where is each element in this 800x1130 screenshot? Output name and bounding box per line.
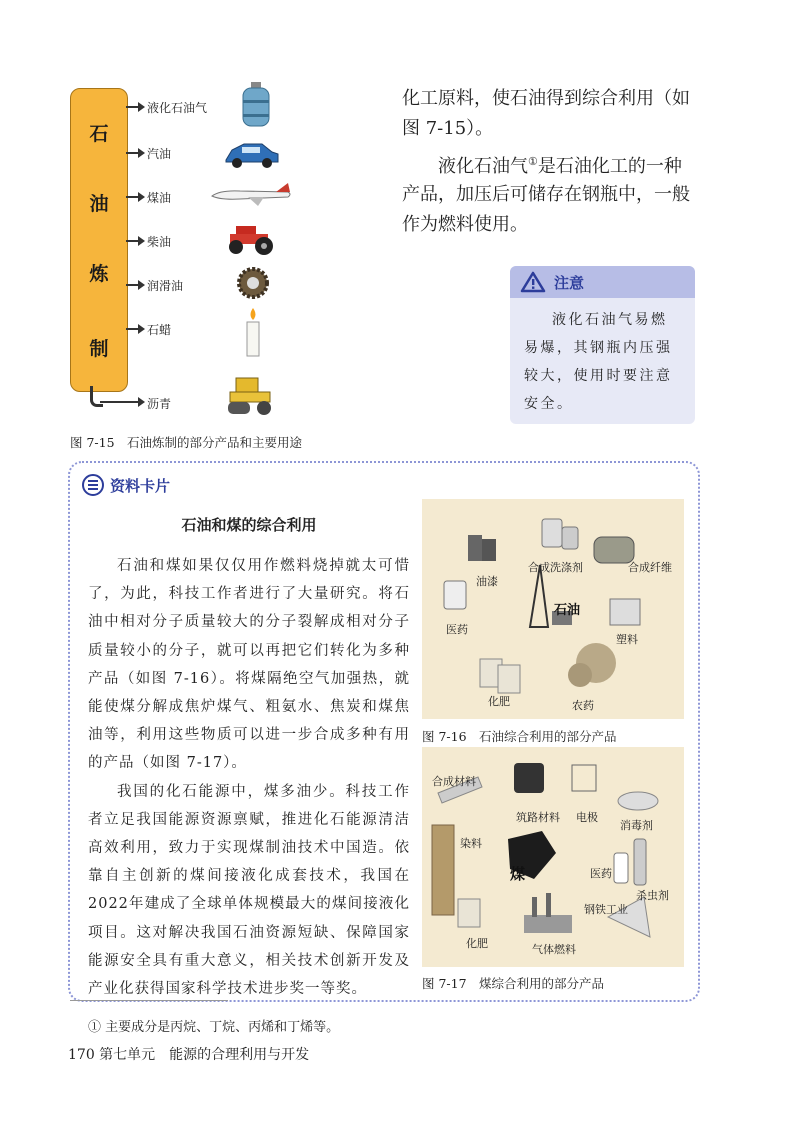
figure-caption: 图 7-17 煤综合利用的部分产品 <box>422 976 605 991</box>
petroleum-products-figure <box>422 499 684 719</box>
term: 液化石油气 <box>438 156 528 177</box>
product-label: 筑路材料 <box>516 811 560 824</box>
candle-icon <box>242 306 264 358</box>
paragraph: 石油和煤如果仅仅用作燃料烧掉就太可惜了，为此，科技工作者进行了大量研究。将石油中相对分子质量较大的分子裂解成相对分子质量较小的分子，就可以再把它们转化为多种产品（如图 7-16）。将煤隔绝空气加强热，就能使煤分解成焦炉煤气、粗氨水、焦炭和煤焦油等，利用这些物质可以进一步合成多种有用的产品（如图 7-17）。 <box>88 558 410 772</box>
product-label: 石蜡 <box>147 323 172 337</box>
body-text: 是石油化工的一种 <box>537 156 682 177</box>
arrow-icon <box>126 284 140 286</box>
arrow-icon <box>126 328 140 330</box>
caution-box <box>510 266 695 424</box>
caution-text: 液化石油气易燃易爆，其钢瓶内压强较大，使用时要注意安全。 <box>524 312 673 412</box>
paragraph: 我国的化石能源中，煤多油少。科技工作者立足我国能源资源禀赋，推进化石能源清洁高效利用，致力于实现煤制油技术中国造。依靠自主创新的煤间接液化成套技术，我国在2022年建成了全球单体规模最大的煤间接液化项目。这对解决我国石油资源短缺、保障国家能源安全具有重大意义，相关技术创新开发及产业化获得国家科学技术进步奖一等奖。 <box>88 783 410 998</box>
product-label: 油漆 <box>476 575 498 588</box>
product-label: 消毒剂 <box>620 819 653 832</box>
figure-caption: 图 7-16 石油综合利用的部分产品 <box>422 729 617 744</box>
product-label: 煤油 <box>147 191 172 205</box>
arrow-icon <box>126 196 140 198</box>
product-label: 合成材料 <box>432 775 476 788</box>
product-label: 合成洗涤剂 <box>528 561 583 574</box>
product-label: 染料 <box>460 837 482 850</box>
gas-cylinder-icon <box>238 80 274 128</box>
petroleum-products-illustration <box>422 499 684 719</box>
arrow-icon <box>100 401 140 403</box>
center-label: 石油 <box>554 603 581 618</box>
footnote-divider <box>70 1000 228 1001</box>
warning-icon <box>520 271 546 293</box>
product-label: 电极 <box>576 811 598 824</box>
data-card-title: 资料卡片 <box>110 476 171 495</box>
article-title: 石油和煤的综合利用 <box>181 516 317 534</box>
body-line: 产品，加压后可储存在钢瓶中，一般 <box>402 184 690 205</box>
product-label: 医药 <box>590 867 612 880</box>
product-label: 润滑油 <box>147 279 184 293</box>
data-card-header <box>82 474 170 496</box>
arrow-icon <box>126 240 140 242</box>
body-line: 作为燃料使用。 <box>402 214 528 235</box>
product-label: 柴油 <box>147 235 172 249</box>
product-label: 医药 <box>446 623 468 636</box>
product-label: 农药 <box>572 699 594 712</box>
car-icon <box>222 140 280 170</box>
product-label: 化肥 <box>488 695 510 708</box>
figure-caption: 图 7-15 石油炼制的部分产品和主要用途 <box>70 435 303 450</box>
page-footer: 170 第七单元 能源的合理利用与开发 <box>68 1047 310 1063</box>
caution-header <box>510 266 695 298</box>
refinery-char: 油 <box>89 193 109 215</box>
body-line <box>438 147 682 182</box>
body-line: 化工原料，使石油得到综合利用（如 <box>402 88 690 109</box>
refinery-column <box>70 88 128 392</box>
document-icon <box>82 474 104 496</box>
refinery-char: 制 <box>89 338 109 360</box>
refinery-char: 石 <box>89 123 109 145</box>
footnote: ① 主要成分是丙烷、丁烷、丙烯和丁烯等。 <box>88 1020 340 1035</box>
body-line: 图 7-15）。 <box>402 118 494 139</box>
product-label: 塑料 <box>616 633 638 646</box>
product-label: 汽油 <box>147 147 172 161</box>
refinery-char: 炼 <box>89 263 109 285</box>
caution-title: 注意 <box>554 273 585 292</box>
refinery-outlet-pipe <box>90 386 103 407</box>
product-label: 气体燃料 <box>532 943 576 956</box>
product-label: 杀虫剂 <box>636 889 669 902</box>
product-label: 液化石油气 <box>147 101 208 115</box>
product-label: 合成纤维 <box>628 561 672 574</box>
arrow-icon <box>126 106 140 108</box>
center-label: 煤 <box>510 865 526 883</box>
gear-icon <box>236 266 270 300</box>
product-label: 化肥 <box>466 937 488 950</box>
product-label: 沥青 <box>147 397 172 411</box>
coal-products-figure <box>422 747 684 967</box>
tractor-icon <box>222 220 276 256</box>
article-body <box>88 552 410 1003</box>
airplane-icon <box>210 180 294 208</box>
footnote-mark: ① <box>528 155 538 168</box>
product-label: 钢铁工业 <box>584 903 628 916</box>
arrow-icon <box>126 152 140 154</box>
road-roller-icon <box>224 372 280 418</box>
